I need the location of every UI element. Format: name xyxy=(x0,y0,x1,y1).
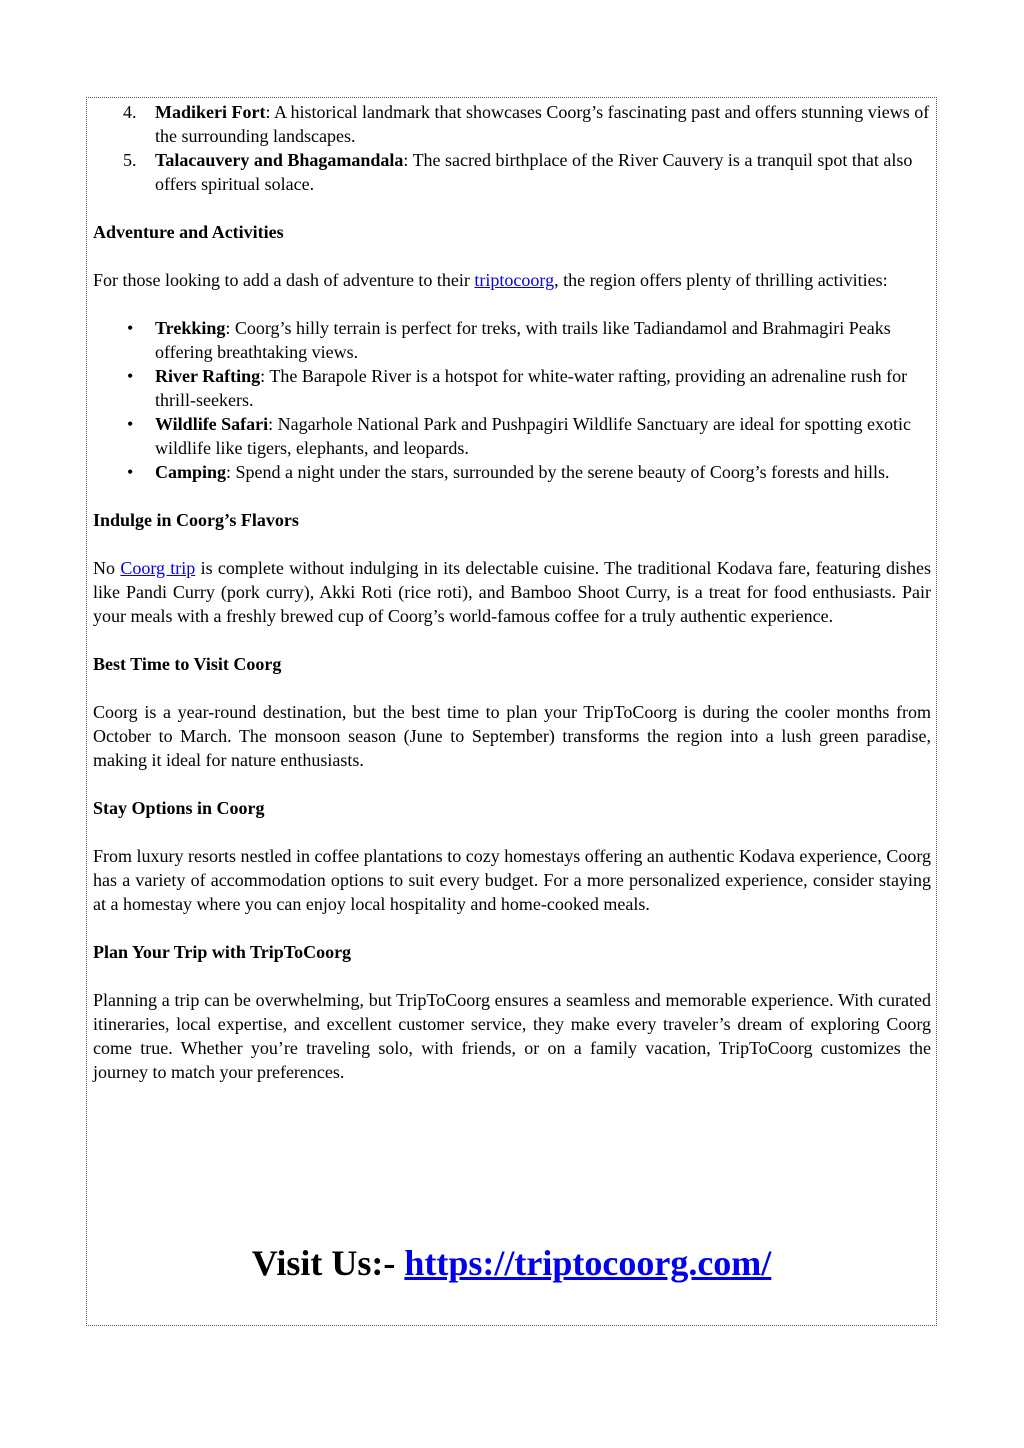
visit-label: Visit Us:- xyxy=(251,1243,405,1283)
list-item xyxy=(93,148,931,196)
list-text: : A historical landmark that showcases Coorg’s fascinating past and offers stunning views of the surrounding landscapes. xyxy=(155,102,930,146)
adventure-intro xyxy=(93,268,931,292)
bullet-icon: • xyxy=(127,462,134,482)
list-term: Talacauvery and Bhagamandala xyxy=(155,150,404,170)
document-body xyxy=(93,100,931,1084)
list-item xyxy=(93,316,931,364)
list-text: : The sacred birthplace of the River Cauvery is a tranquil spot that also offers spiritual solace. xyxy=(155,150,913,194)
list-text: : Coorg’s hilly terrain is perfect for treks, with trails like Tadiandamol and Brahmagiri Peaks offering breathtaking views. xyxy=(155,318,891,362)
triptocoorg-link[interactable]: triptocoorg xyxy=(474,270,555,290)
plan-paragraph: Planning a trip can be overwhelming, but TripToCoorg ensures a seamless and memorable experience. With curated itineraries, local expertise, and excellent customer service, they make every traveler’s dream of exploring Coorg come true. Whether you’re traveling solo, with friends, or on a family vacation, TripToCoorg customizes the journey to match your preferences. xyxy=(93,990,931,1082)
list-term: River Rafting xyxy=(155,366,261,386)
list-term: Camping xyxy=(155,462,227,482)
flavors-paragraph xyxy=(93,556,931,628)
flavors-text-after: is complete without indulging in its delectable cuisine. The traditional Kodava fare, featuring dishes like Pandi Curry (pork curry), Akki Roti (rice roti), and Bamboo Shoot Curry, is a treat for food enthusiasts. Pair your meals with a freshly brewed cup of Coorg’s world-famous coffee for a truly authentic experience. xyxy=(93,558,932,626)
best-time-paragraph: Coorg is a year-round destination, but the best time to plan your TripToCoorg is during the cooler months from October to March. The monsoon season (June to September) transforms the region into a lush green paradise, making it ideal for nature enthusiasts. xyxy=(93,702,931,770)
list-term: Madikeri Fort xyxy=(155,102,266,122)
coorg-trip-link[interactable]: Coorg trip xyxy=(120,558,196,578)
list-item xyxy=(93,412,931,460)
flavors-text: No xyxy=(93,558,121,578)
intro-text-after: , the region offers plenty of thrilling activities: xyxy=(554,270,888,290)
list-text: : Nagarhole National Park and Pushpagiri Wildlife Sanctuary are ideal for spotting exotic wildlife like tigers, elephants, and leopards. xyxy=(155,414,911,458)
section-heading-plan: Plan Your Trip with TripToCoorg xyxy=(93,942,352,962)
visit-us-line xyxy=(86,1240,937,1286)
section-heading-stay: Stay Options in Coorg xyxy=(93,798,265,818)
stay-paragraph: From luxury resorts nestled in coffee plantations to cozy homestays offering an authentic Kodava experience, Coorg has a variety of accommodation options to suit every budget. For a more personalized experience, consider staying at a homestay where you can enjoy local hospitality and home-cooked meals. xyxy=(93,846,931,914)
list-text: : The Barapole River is a hotspot for white-water rafting, providing an adrenaline rush for thrill-seekers. xyxy=(155,366,908,410)
bullet-icon: • xyxy=(127,414,134,434)
list-number: 4. xyxy=(123,102,137,122)
list-number: 5. xyxy=(123,150,137,170)
activities-list xyxy=(93,316,931,484)
bullet-icon: • xyxy=(127,366,134,386)
list-text: : Spend a night under the stars, surrounded by the serene beauty of Coorg’s forests and hills. xyxy=(226,462,890,482)
list-term: Trekking xyxy=(155,318,226,338)
website-link[interactable]: https://triptocoorg.com/ xyxy=(404,1243,772,1283)
section-heading-adventure: Adventure and Activities xyxy=(93,222,284,242)
section-heading-best-time: Best Time to Visit Coorg xyxy=(93,654,282,674)
section-heading-flavors: Indulge in Coorg’s Flavors xyxy=(93,510,299,530)
list-item xyxy=(93,364,931,412)
bullet-icon: • xyxy=(127,318,134,338)
list-item xyxy=(93,460,931,484)
list-term: Wildlife Safari xyxy=(155,414,269,434)
intro-text: For those looking to add a dash of adventure to their xyxy=(93,270,475,290)
list-item xyxy=(93,100,931,148)
numbered-list xyxy=(93,100,931,196)
